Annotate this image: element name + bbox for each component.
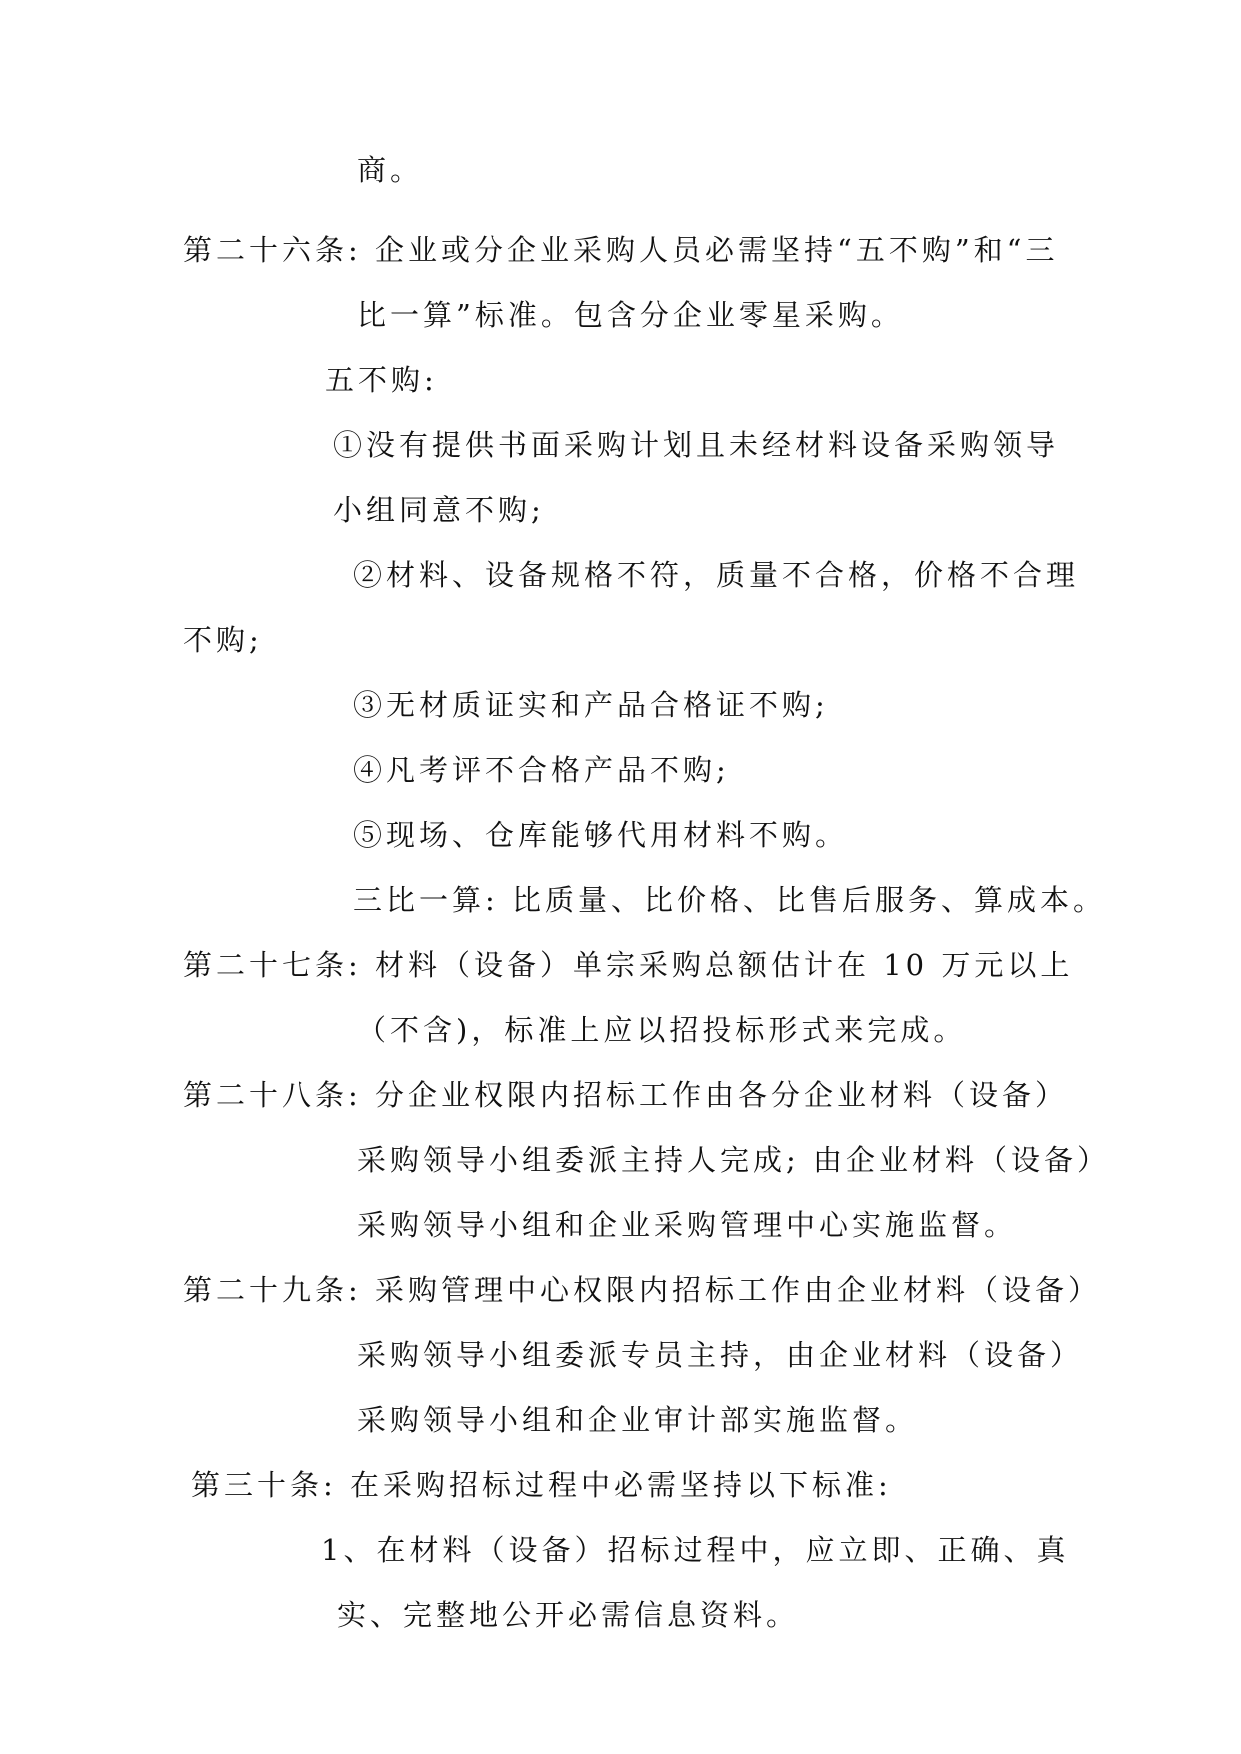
text-line: 采购领导小组委派专员主持，由企业材料（设备） — [357, 1338, 1084, 1372]
text-line: 比一算”标准。包含分企业零星采购。 — [357, 298, 904, 332]
text-line: 采购领导小组和企业审计部实施监督。 — [357, 1403, 919, 1437]
article-26-heading: 第二十六条: 企业或分企业采购人员必需坚持“五不购”和“三 — [183, 233, 1059, 267]
list-item: ②材料、设备规格不符，质量不合格，价格不合理 — [353, 558, 1080, 592]
text-line: 商。 — [357, 153, 424, 187]
list-item: ④凡考评不合格产品不购; — [353, 753, 730, 787]
list-item: ①没有提供书面采购计划且未经材料设备采购领导 — [333, 428, 1060, 462]
list-item: 1、在材料（设备）招标过程中，应立即、正确、真 — [321, 1533, 1070, 1567]
list-item: ③无材质证实和产品合格证不购; — [353, 688, 829, 722]
article-30-heading: 第三十条: 在采购招标过程中必需坚持以下标准: — [191, 1468, 892, 1502]
article-28-heading: 第二十八条: 分企业权限内招标工作由各分企业材料（设备） — [183, 1078, 1068, 1112]
text-line: 实、完整地公开必需信息资料。 — [337, 1598, 800, 1632]
text-line: 采购领导小组委派主持人完成; 由企业材料（设备） — [357, 1143, 1110, 1177]
text-line: 采购领导小组和企业采购管理中心实施监督。 — [357, 1208, 1018, 1242]
text-line: （不含)，标准上应以招投标形式来完成。 — [357, 1013, 967, 1047]
article-29-heading: 第二十九条: 采购管理中心权限内招标工作由企业材料（设备） — [183, 1273, 1101, 1307]
article-27-heading: 第二十七条: 材料（设备）单宗采购总额估计在 10 万元以上 — [183, 948, 1074, 982]
text-line: 五不购: — [325, 363, 438, 397]
text-line: 三比一算: 比质量、比价格、比售后服务、算成本。 — [353, 883, 1106, 917]
list-item: ⑤现场、仓库能够代用材料不购。 — [353, 818, 849, 852]
text-line: 小组同意不购; — [333, 493, 545, 527]
text-line: 不购; — [183, 623, 263, 657]
